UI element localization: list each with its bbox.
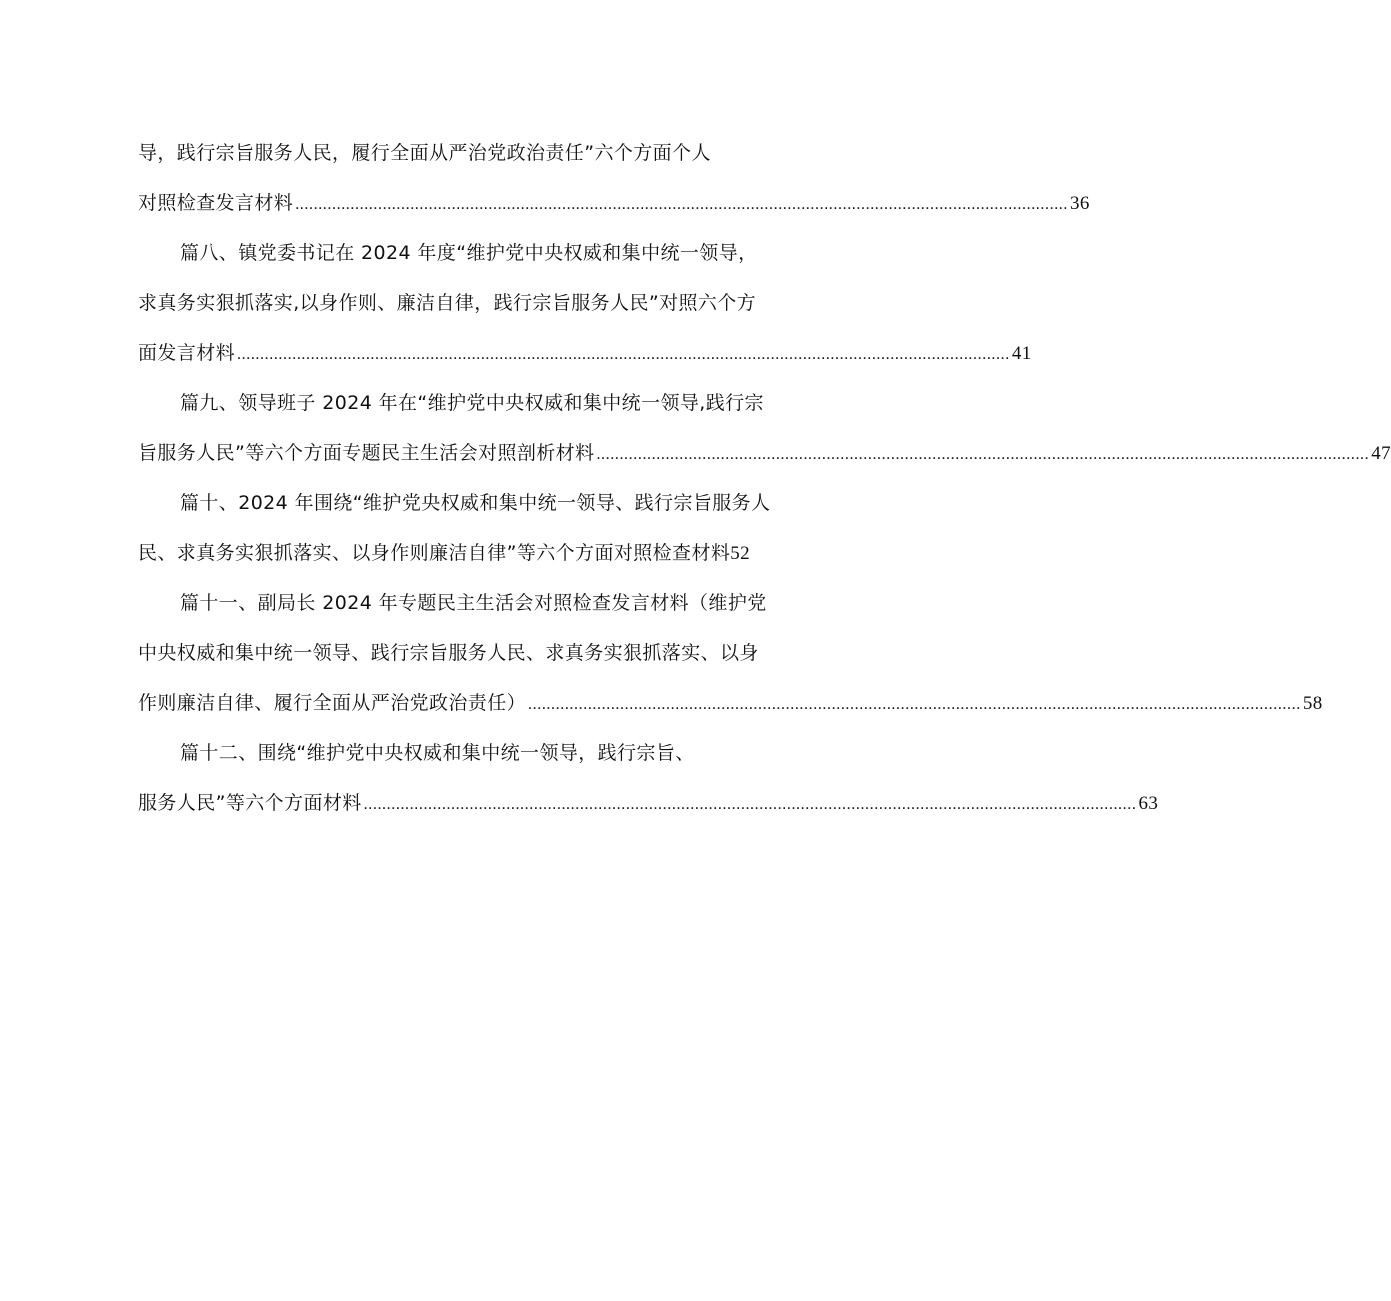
toc-entry-1-line-1: 导，践行宗旨服务人民，履行全面从严治党政治责任”六个方面个人 xyxy=(138,142,711,164)
toc-entry-5-line-2: 中央权威和集中统一领导、践行宗旨服务人民、求真务实狠抓落实、以身 xyxy=(138,642,759,664)
table-of-contents xyxy=(138,134,1391,834)
leader-dots: ........................................................................................................................................................................ xyxy=(237,346,1010,363)
leader-dots: ........................................................................................................................................................................ xyxy=(363,796,1137,813)
toc-entry-1-line-2[interactable] xyxy=(138,184,1090,234)
toc-entry-1-text: 对照检查发言材料 xyxy=(138,192,294,214)
toc-entry-5-page: 58 xyxy=(1302,693,1323,714)
leader-dots: ........................................................................................................................................................................ xyxy=(528,696,1301,713)
toc-entry-3-page: 47 xyxy=(1371,443,1391,464)
toc-entry-5-text: 作则廉洁自律、履行全面从严治党政治责任） xyxy=(138,692,527,714)
leader-dots: ........................................................................................................................................................................ xyxy=(295,196,1069,213)
toc-entry-6-text: 服务人民”等六个方面材料 xyxy=(138,792,362,814)
toc-entry-2-page: 41 xyxy=(1011,343,1032,364)
toc-entry-2-text: 面发言材料 xyxy=(138,342,236,364)
toc-entry-5-line-3[interactable] xyxy=(138,684,1323,734)
toc-entry-3-line-1: 篇九、领导班子 2024 年在“维护党中央权威和集中统一领导,践行宗 xyxy=(180,392,764,414)
toc-entry-3-line-2[interactable] xyxy=(138,434,1391,484)
toc-entry-5-line-1: 篇十一、副局长 2024 年专题民主生活会对照检查发言材料（维护党 xyxy=(180,592,767,614)
toc-entry-2-line-2: 求真务实狠抓落实,以身作则、廉洁自律，践行宗旨服务人民”对照六个方 xyxy=(138,292,757,314)
toc-entry-3-text: 旨服务人民”等六个方面专题民主生活会对照剖析材料 xyxy=(138,442,595,464)
toc-entry-6-line-1: 篇十二、围绕“维护党中央权威和集中统一领导，践行宗旨、 xyxy=(180,742,695,764)
toc-entry-4-text: 民、求真务实狠抓落实、以身作则廉洁自律”等六个方面对照检查材料 xyxy=(138,542,731,564)
toc-entry-4-line-2[interactable] xyxy=(138,534,788,584)
toc-entry-4-page: 52 xyxy=(730,543,751,564)
toc-entry-2-line-1: 篇八、镇党委书记在 2024 年度“维护党中央权威和集中统一领导， xyxy=(180,242,758,264)
toc-entry-2-line-3[interactable] xyxy=(138,334,1032,384)
toc-entry-6-line-2[interactable] xyxy=(138,784,1159,834)
toc-entry-1-page: 36 xyxy=(1070,193,1090,214)
leader-dots: ........................................................................................................................................................................ xyxy=(596,446,1370,463)
toc-entry-4-line-1: 篇十、2024 年围绕“维护党央权威和集中统一领导、践行宗旨服务人 xyxy=(180,492,771,514)
toc-entry-6-page: 63 xyxy=(1138,793,1159,814)
